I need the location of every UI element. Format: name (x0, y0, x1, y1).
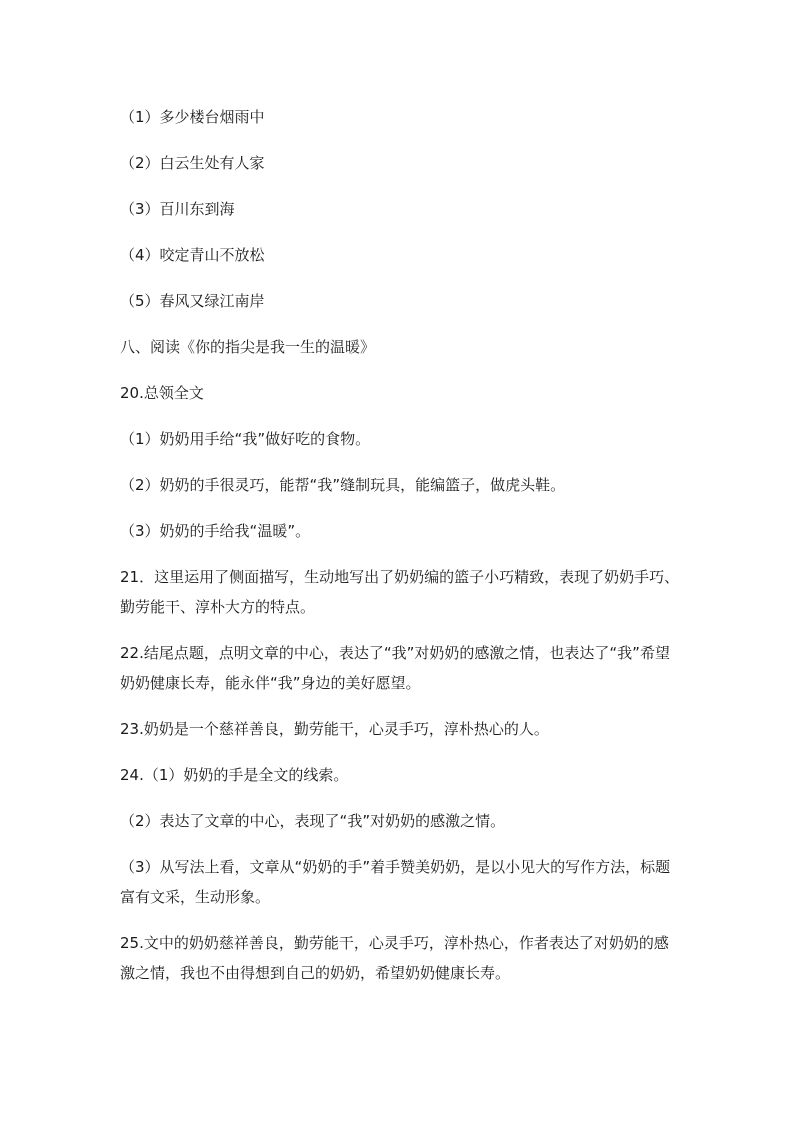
poem-line-4: （4）咬定青山不放松 (120, 246, 265, 264)
answer-25: 25.文中的奶奶慈祥善良，勤劳能干，心灵手巧，淳朴热心，作者表达了对奶奶的感激之情，我也不由得想到自己的奶奶，希望奶奶健康长寿。 (120, 934, 669, 982)
document-body (120, 102, 680, 988)
answer-24-3: （3）从写法上看，文章从“奶奶的手”着手赞美奶奶，是以小见大的写作方法，标题富有文采，生动形象。 (120, 858, 671, 906)
poem-line-2: （2）白云生处有人家 (120, 154, 265, 172)
poem-line-5: （5）春风又绿江南岸 (120, 292, 265, 310)
answer-20-1: （1）奶奶用手给“我”做好吃的食物。 (120, 430, 371, 448)
answer-24-1: 24.（1）奶奶的手是全文的线索。 (120, 766, 349, 784)
answer-22: 22.结尾点题，点明文章的中心，表达了“我”对奶奶的感激之情，也表达了“我”希望奶奶健康长寿，能永伴“我”身边的美好愿望。 (120, 644, 670, 692)
answer-24-2: （2）表达了文章的中心，表现了“我”对奶奶的感激之情。 (120, 812, 506, 830)
answer-21: 21．这里运用了侧面描写，生动地写出了奶奶编的篮子小巧精致，表现了奶奶手巧、勤劳能干、淳朴大方的特点。 (120, 568, 680, 616)
poem-line-1: （1）多少楼台烟雨中 (120, 108, 265, 126)
section-heading: 八、阅读《你的指尖是我一生的温暖》 (120, 338, 376, 356)
answer-23: 23.奶奶是一个慈祥善良，勤劳能干，心灵手巧，淳朴热心的人。 (120, 720, 549, 738)
poem-line-3: （3）百川东到海 (120, 200, 235, 218)
answer-20-2: （2）奶奶的手很灵巧，能帮“我”缝制玩具，能编篮子，做虎头鞋。 (120, 476, 566, 494)
answer-20-3: （3）奶奶的手给我“温暖”。 (120, 522, 311, 540)
answer-20: 20.总领全文 (120, 384, 204, 402)
